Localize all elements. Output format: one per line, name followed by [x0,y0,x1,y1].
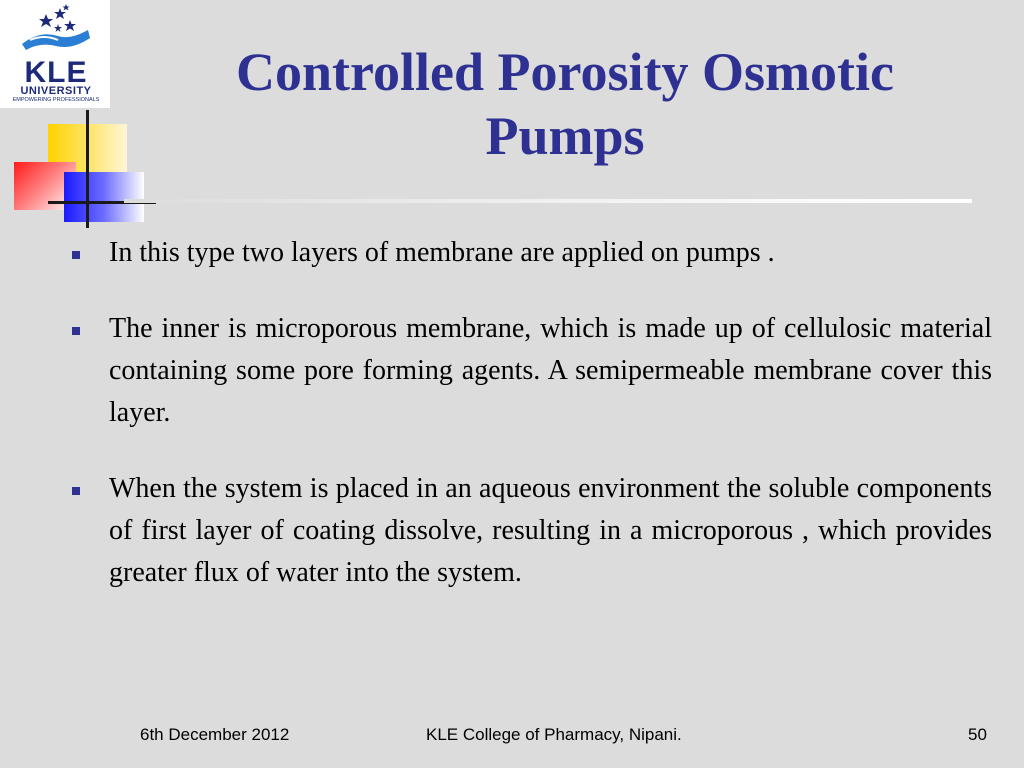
slide-title: Controlled Porosity Osmotic Pumps [236,42,894,166]
title-underline [124,199,972,203]
bullet-text: When the system is placed in an aqueous environment the soluble components of first layer of coating dissolve, resulting in a microporous , which provides greater flux of water into the system. [109,473,992,588]
logo-kle-text: KLE [24,56,88,89]
footer-date: 6th December 2012 [140,725,290,744]
logo-tagline: EMPOWERING PROFESSIONALS [12,97,100,103]
hand-stars-icon [0,0,110,60]
bullet-item [70,468,992,594]
logo-university-text: UNIVERSITY [20,85,92,97]
square-bullet-icon [72,327,80,335]
university-logo [0,0,110,108]
footer-institution: KLE College of Pharmacy, Nipani. [426,725,682,744]
square-bullet-icon [72,487,80,495]
decor-vertical-line [86,110,89,228]
bullet-item [70,232,992,274]
bullet-list [70,232,992,628]
decor-blue-square [64,172,144,222]
square-bullet-icon [72,251,80,259]
bullet-text: The inner is microporous membrane, which is made up of cellulosic material containing some pore forming agents. A semipermeable membrane cover this layer. [109,313,992,428]
bullet-item [70,308,992,434]
slide-number: 50 [968,725,987,744]
bullet-text: In this type two layers of membrane are applied on pumps . [109,237,775,268]
